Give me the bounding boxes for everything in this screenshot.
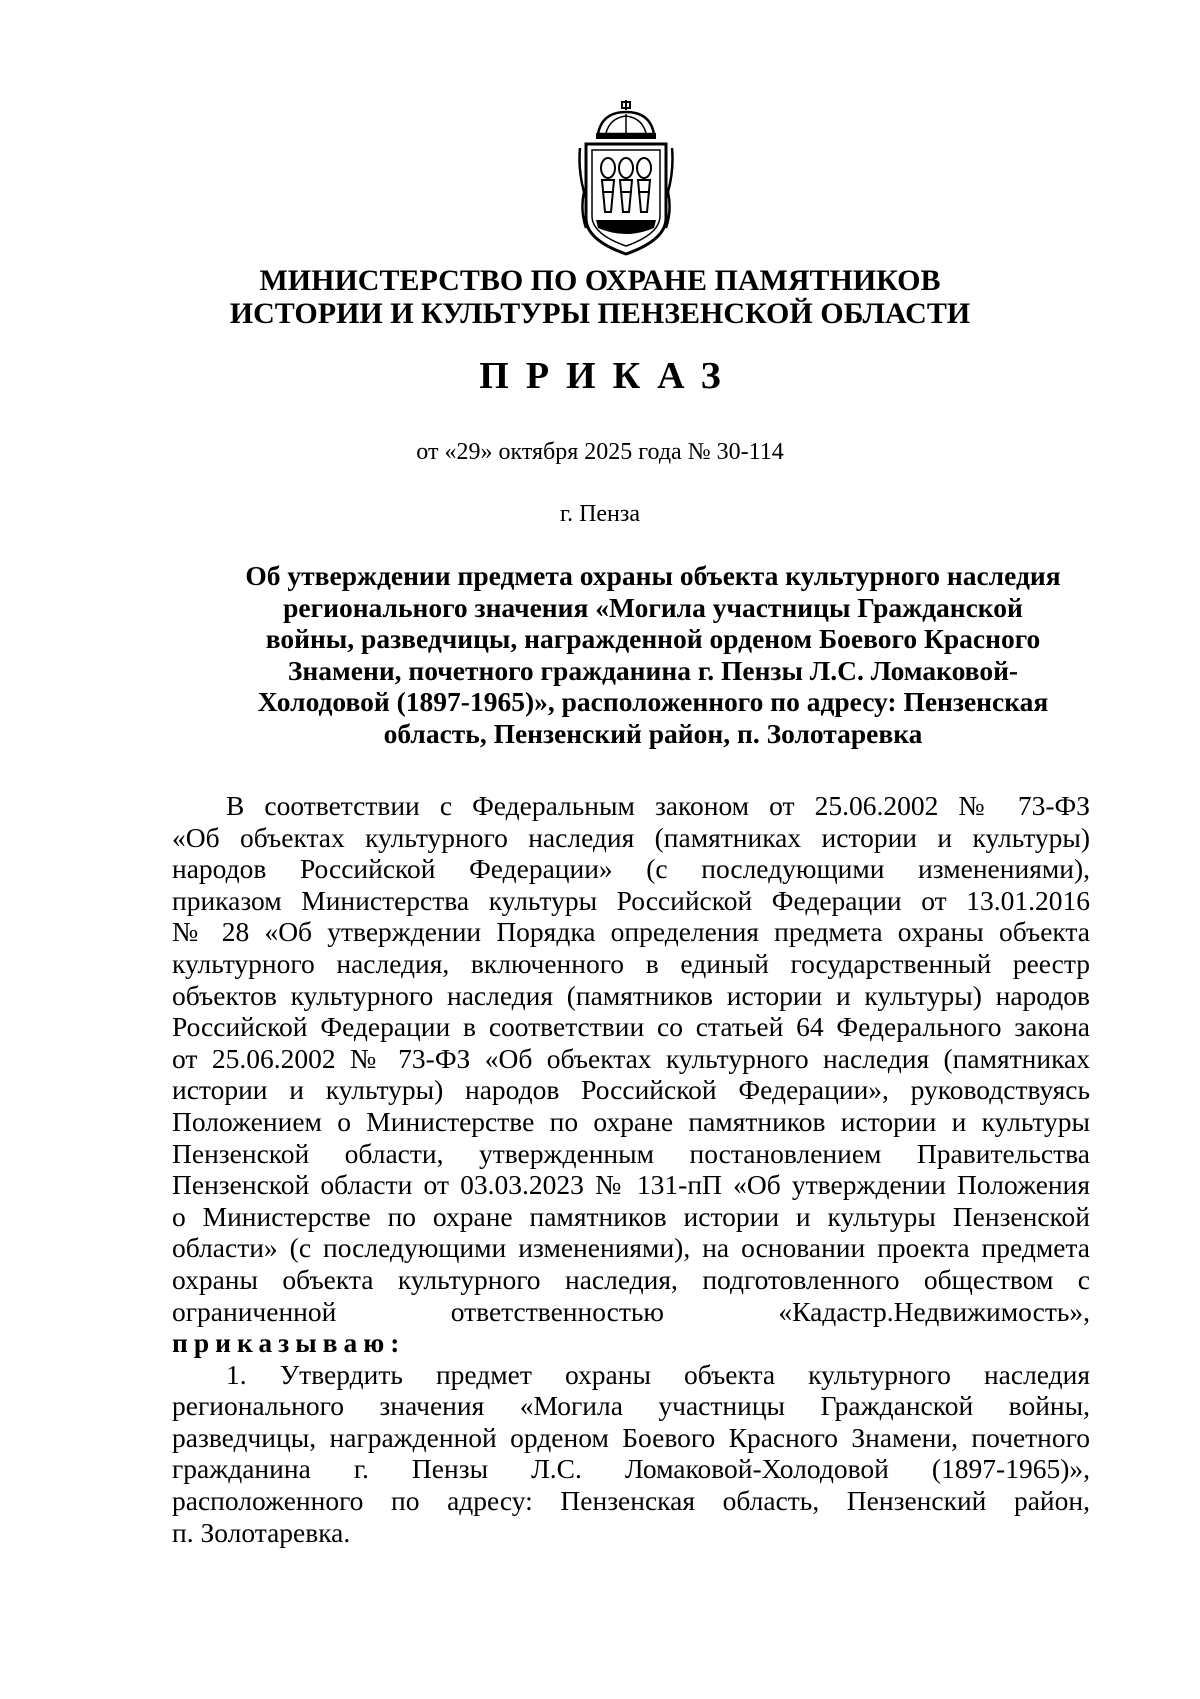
subject-line: область, Пензенский район, п. Золотаревка bbox=[383, 717, 923, 749]
body-line: от 25.06.2002 № 73-ФЗ «Об объектах культурного наследия (памятниках bbox=[172, 1042, 1090, 1074]
order-word: приказываю: bbox=[172, 1327, 406, 1359]
document-date-number: от «29» октября 2025 года № 30-114 bbox=[416, 439, 784, 465]
document-city: г. Пенза bbox=[559, 501, 641, 527]
body-line: «Об объектах культурного наследия (памятниках истории и культуры) bbox=[172, 821, 1090, 853]
ministry-line-2: ИСТОРИИ И КУЛЬТУРЫ ПЕНЗЕНСКОЙ ОБЛАСТИ bbox=[229, 297, 971, 330]
body-line: В соответствии с Федеральным законом от 25.06.2002 № 73-ФЗ bbox=[226, 790, 1090, 821]
ministry-line-1: МИНИСТЕРСТВО ПО ОХРАНЕ ПАМЯТНИКОВ bbox=[259, 264, 941, 297]
document-body bbox=[172, 790, 1090, 1548]
body-line: Российской Федерации в соответствии со статьей 64 Федерального закона bbox=[172, 1011, 1090, 1043]
body-line: № 28 «Об утверждении Порядка определения предмета охраны объекта bbox=[172, 916, 1090, 948]
body-line: о Министерстве по охране памятников истории и культуры Пензенской bbox=[172, 1200, 1090, 1232]
body-line: приказом Министерства культуры Российской Федерации от 13.01.2016 bbox=[172, 884, 1090, 916]
body-line: п. Золотаревка. bbox=[172, 1516, 351, 1548]
ministry-name bbox=[150, 264, 1050, 330]
preamble-paragraph bbox=[172, 790, 1090, 1327]
subject-line: Об утверждении предмета охраны объекта культурного наследия bbox=[245, 560, 1061, 591]
document-type-title: ПРИКАЗ bbox=[479, 355, 738, 397]
order-item-1 bbox=[172, 1359, 1090, 1549]
body-line: охраны объекта культурного наследия, подготовленного обществом с bbox=[172, 1263, 1090, 1295]
body-line: гражданина г. Пензы Л.С. Ломаковой-Холодовой (1897-1965)», bbox=[172, 1453, 1090, 1485]
body-line: истории и культуры) народов Российской Федерации», руководствуясь bbox=[172, 1074, 1090, 1106]
body-line: Пензенской области, утвержденным постановлением Правительства bbox=[172, 1137, 1090, 1169]
subject-line: Знамени, почетного гражданина г. Пензы Л.С. Ломаковой- bbox=[287, 654, 1019, 686]
subject-line: Холодовой (1897-1965)», расположенного по адресу: Пензенская bbox=[257, 686, 1049, 717]
body-line: Положением о Министерстве по охране памятников истории и культуры bbox=[172, 1105, 1090, 1137]
body-line: 1. Утвердить предмет охраны объекта культурного наследия bbox=[226, 1358, 1090, 1390]
body-line: ограниченной ответственностью «Кадастр.Недвижимость», bbox=[172, 1295, 1090, 1327]
body-line: разведчицы, награжденной орденом Боевого Красного Знамени, почетного bbox=[172, 1421, 1090, 1453]
subject-line: войны, разведчицы, награжденной орденом Боевого Красного bbox=[265, 623, 1041, 654]
body-line: области» (с последующими изменениями), на основании проекта предмета bbox=[172, 1232, 1090, 1264]
body-line: культурного наследия, включенного в единый государственный реестр bbox=[172, 947, 1090, 979]
body-line: народов Российской Федерации» (с последующими изменениями), bbox=[172, 853, 1090, 885]
body-line: объектов культурного наследия (памятников истории и культуры) народов bbox=[172, 979, 1090, 1011]
body-line: Пензенской области от 03.03.2023 № 131-пП «Об утверждении Положения bbox=[172, 1169, 1090, 1201]
body-line: регионального значения «Могила участницы Гражданской войны, bbox=[172, 1390, 1090, 1422]
document-subject bbox=[228, 560, 1078, 749]
penza-region-coat-of-arms-icon bbox=[578, 100, 674, 258]
subject-line: регионального значения «Могила участницы Гражданской bbox=[283, 591, 1023, 623]
body-line: расположенного по адресу: Пензенская область, Пензенский район, bbox=[172, 1485, 1090, 1517]
